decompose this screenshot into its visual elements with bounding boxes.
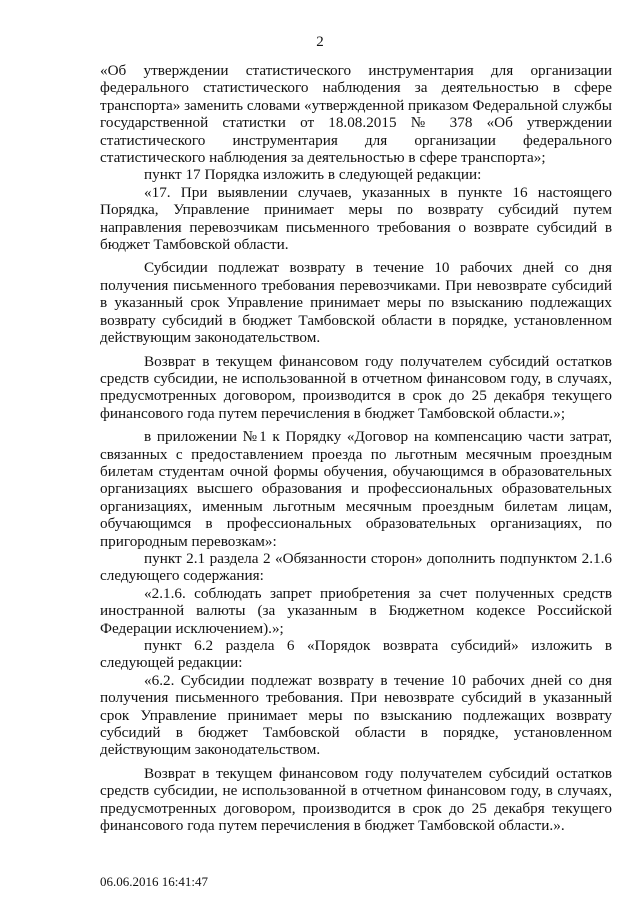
paragraph: пункт 2.1 раздела 2 «Обязанности сторон» дополнить подпунктом 2.1.6 следующего содержания: (100, 549, 612, 585)
paragraph: пункт 17 Порядка изложить в следующей редакции: (144, 166, 482, 184)
footer-timestamp: 06.06.2016 16:41:47 (100, 874, 208, 889)
paragraph: «2.1.6. соблюдать запрет приобретения за счет полученных средств иностранной валюты (за указанным в Бюджетном кодексе Российской Федерации исключением).»; (100, 584, 612, 637)
paragraph: Возврат в текущем финансовом году получателем субсидий остатков средств субсидии, не использованной в отчетном финансовом году, в случаях, предусмотренных договором, производится в срок до 25 декабря текущего финансового года путем перечисления в бюджет Тамбовской области.». (100, 764, 612, 835)
paragraph: Возврат в текущем финансовом году получателем субсидий остатков средств субсидии, не использованной в отчетном финансовом году, в случаях, предусмотренных договором, производится в срок до 25 декабря текущего финансового года путем перечисления в бюджет Тамбовской области.»; (100, 352, 612, 422)
document-body (100, 62, 612, 834)
paragraph: пункт 6.2 раздела 6 «Порядок возврата субсидий» изложить в следующей редакции: (100, 637, 612, 672)
paragraph: Субсидии подлежат возврату в течение 10 рабочих дней со дня получения письменного требования перевозчиками. При невозврате субсидий в указанный срок Управление принимает меры по взысканию подлежащих возврату субсидий в бюджет Тамбовской области в порядке, установленном действующим законодательством. (100, 259, 612, 347)
paragraph: в приложении №1 к Порядку «Договор на компенсацию части затрат, связанных с предоставлением проезда по льготным месячным проездным билетам студентам очной формы обучения, обучающимся в образовательных организациях высшего образования и профессиональных образовательных организациях, именным льготным месячным проездным билетам лицам, обучающимся в профессиональных образовательных организациях, по пригородным перевозкам»: (100, 428, 612, 550)
page-number: 2 (316, 34, 324, 50)
paragraph: «6.2. Субсидии подлежат возврату в течение 10 рабочих дней со дня получения письменного требования. При невозврате субсидий в указанный срок Управление принимает меры по взысканию подлежащих возврату субсидий в бюджет Тамбовской области в порядке, установленном действующим законодательством. (100, 671, 612, 759)
paragraph: «Об утверждении статистического инструментария для организации федерального статистического наблюдения за деятельностью в сфере транспорта» заменить словами «утвержденной приказом Федеральной службы государственной статистки от 18.08.2015 № 378 «Об утверждении статистического инструментария для организации федерального статистического наблюдения за деятельностью в сфере транспорта»; (100, 62, 612, 167)
paragraph: «17. При выявлении случаев, указанных в пункте 16 настоящего Порядка, Управление принимает меры по возврату субсидий путем направления перевозчикам письменного требования о возврате субсидий в бюджет Тамбовской области. (100, 183, 612, 254)
